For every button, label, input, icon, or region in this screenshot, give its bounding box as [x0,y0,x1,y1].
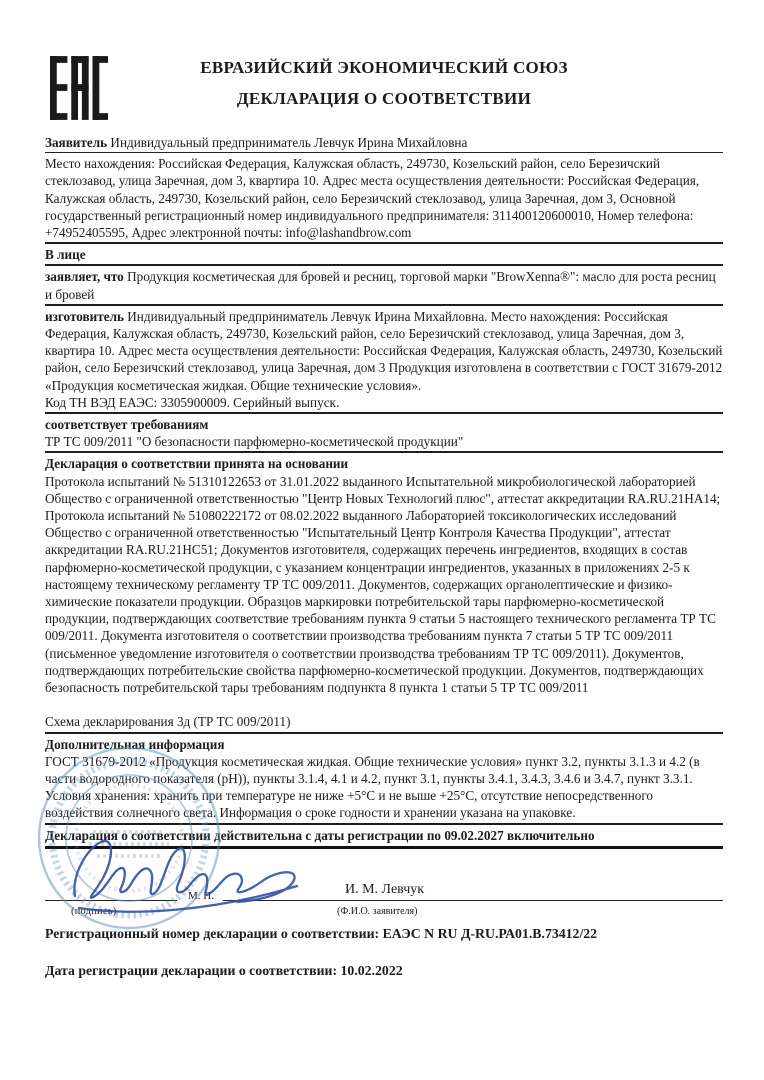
manufacturer-paragraph [45,308,723,394]
signature-block [45,852,723,916]
manufacturer-label: изготовитель [45,308,124,324]
union-title: ЕВРАЗИЙСКИЙ ЭКОНОМИЧЕСКИЙ СОЮЗ [200,58,568,77]
registration-number-line [45,925,723,942]
fio-line [223,900,723,901]
stamp-place-label: М. П. [188,889,214,902]
compliance-label: соответствует требованиям [45,417,209,433]
additional-info-paragraph: ГОСТ 31679-2012 «Продукция косметическая жидкая. Общие технические условия» пункт 3.2, пункты 3.1.3 и 4.2 (в части водородного показателя (рН)), пункты 3.1.4, 4.1 и 4.2, пункт 3.1, пункты 3.4.1, 3.4.3, 3.4.6 и 3.4.7, пункт 3.3.1. Условия хранения: хранить при температуре не ниже +5°С и не выше +25°С, отсутствие непосредственного воздействия солнечного света. Информация о сроке годности и хранении указана на упаковке. [45,753,723,825]
compliance-regulation: ТР ТС 009/2011 "О безопасности парфюмерно-косметической продукции" [45,433,723,453]
applicant-details: Место нахождения: Российская Федерация, Калужская область, 249730, Козельский район, село Березичский стеклозавод, улица Заречная, дом 3, квартира 10. Адрес места осуществления деятельности: Российская Федерация, Калужская область, 249730, Козельский район, село Березичский стеклозавод, улица Заречная, дом 3, Основной государственный регистрационный номер индивидуального предпринимателя: 311400120600010, Номер телефона: +74952405595, Адрес электронной почты: info@lashandbrow.com [45,155,723,244]
applicant-line [45,134,723,153]
applicant-name: Индивидуальный предприниматель Левчук Ирина Михайловна [110,135,468,150]
applicant-fio: И. М. Левчук [345,881,425,897]
registration-date-line [45,962,723,979]
eac-mark-icon [50,56,108,120]
tnved-code-line: Код ТН ВЭД ЕАЭС: 3305900009. Серийный выпуск. [45,394,723,414]
declares-line [45,268,723,305]
additional-info-label: Дополнительная информация [45,736,225,752]
signature-caption: (подпись) [71,905,117,917]
applicant-label: Заявитель [45,135,108,150]
manufacturer-details: Индивидуальный предприниматель Левчук Ирина Михайловна. Место нахождения: Российская Федерация, Калужская область, 249730, Козельский район, село Березичский стеклозавод, улица Заречная, дом 3, квартира 10. Адрес места осуществления деятельности: Российская Федерация, Калужская область, 249730, Козельский район, село Березичский стеклозавод, улица Заречная, дом 3 Продукция изготовлена в соответствии с ГОСТ 31679-2012 «Продукция косметическая жидкая. Общие технические условия». [45,308,723,393]
declares-label: заявляет, что [45,269,124,285]
basis-label: Декларация о соответствии принята на основании [45,456,349,472]
registration-date-label: Дата регистрации декларации о соответствии: [45,962,338,978]
registration-number-label: Регистрационный номер декларации о соответствии: [45,925,380,941]
signature-line [45,900,177,901]
document-header [45,46,723,126]
registration-date-value: 10.02.2022 [340,962,403,978]
basis-paragraph: Протокола испытаний № 51310122653 от 31.01.2022 выданного Испытательной микробиологической лабораторией Общество с ограниченной ответственностью "Центр Новых Технологий плюс", аттестат аккредитации RA.RU.21НА14; Протокола испытаний № 51080222172 от 08.02.2022 выданного Лабораторией токсикологических исследований Общество с ограниченной ответственностью "Испытательный Центр Контроля Качества Продукции", аттестат аккредитации RA.RU.21НС51; Документов изготовителя, содержащих перечень ингредиентов, входящих в состав парфюмерно-косметической продукции, с указанием концентрации ингредиентов, указанных в приложениях 2-5 к настоящему техническому регламенту ТР ТС 009/2011. Документов, содержащих органолептические и физико-химические показатели продукции. Образцов маркировки потребительской тары парфюмерно-косметической продукции, подтверждающих соответствие требованиям пункта 9 статьи 5 настоящего технического регламента ТР ТС 009/2011. Документа изготовителя о соответствии производства требованиям пункта 7 статьи 5 ТР ТС 009/2011 (письменное уведомление изготовителя о соответствии производства требованиям ТР ТС 009/2011). Документов, подтверждающих потребительские свойства парфюмерно-косметической продукции. Документов, подтверждающих безопасность потребительской тары требованиям подпункта 8 пункта 1 статьи 5 ТР ТС 009/2011 [45,473,721,696]
registration-number-value: ЕАЭС N RU Д-RU.РА01.В.73412/22 [382,925,598,941]
product-description: Продукция косметическая для бровей и ресниц, торговой марки "BrowXenna®": масло для роста ресниц и бровей [45,269,716,302]
declaration-scheme-line: Схема декларирования 3д (ТР ТС 009/2011) [45,713,723,733]
validity-line: Декларация о соответствии действительна с даты регистрации по 09.02.2027 включительно [45,827,723,849]
document-title: ДЕКЛАРАЦИЯ О СООТВЕТСТВИИ [236,89,532,108]
fio-caption: (Ф.И.О. заявителя) [337,905,418,917]
in-person-label: В лице [45,246,723,266]
